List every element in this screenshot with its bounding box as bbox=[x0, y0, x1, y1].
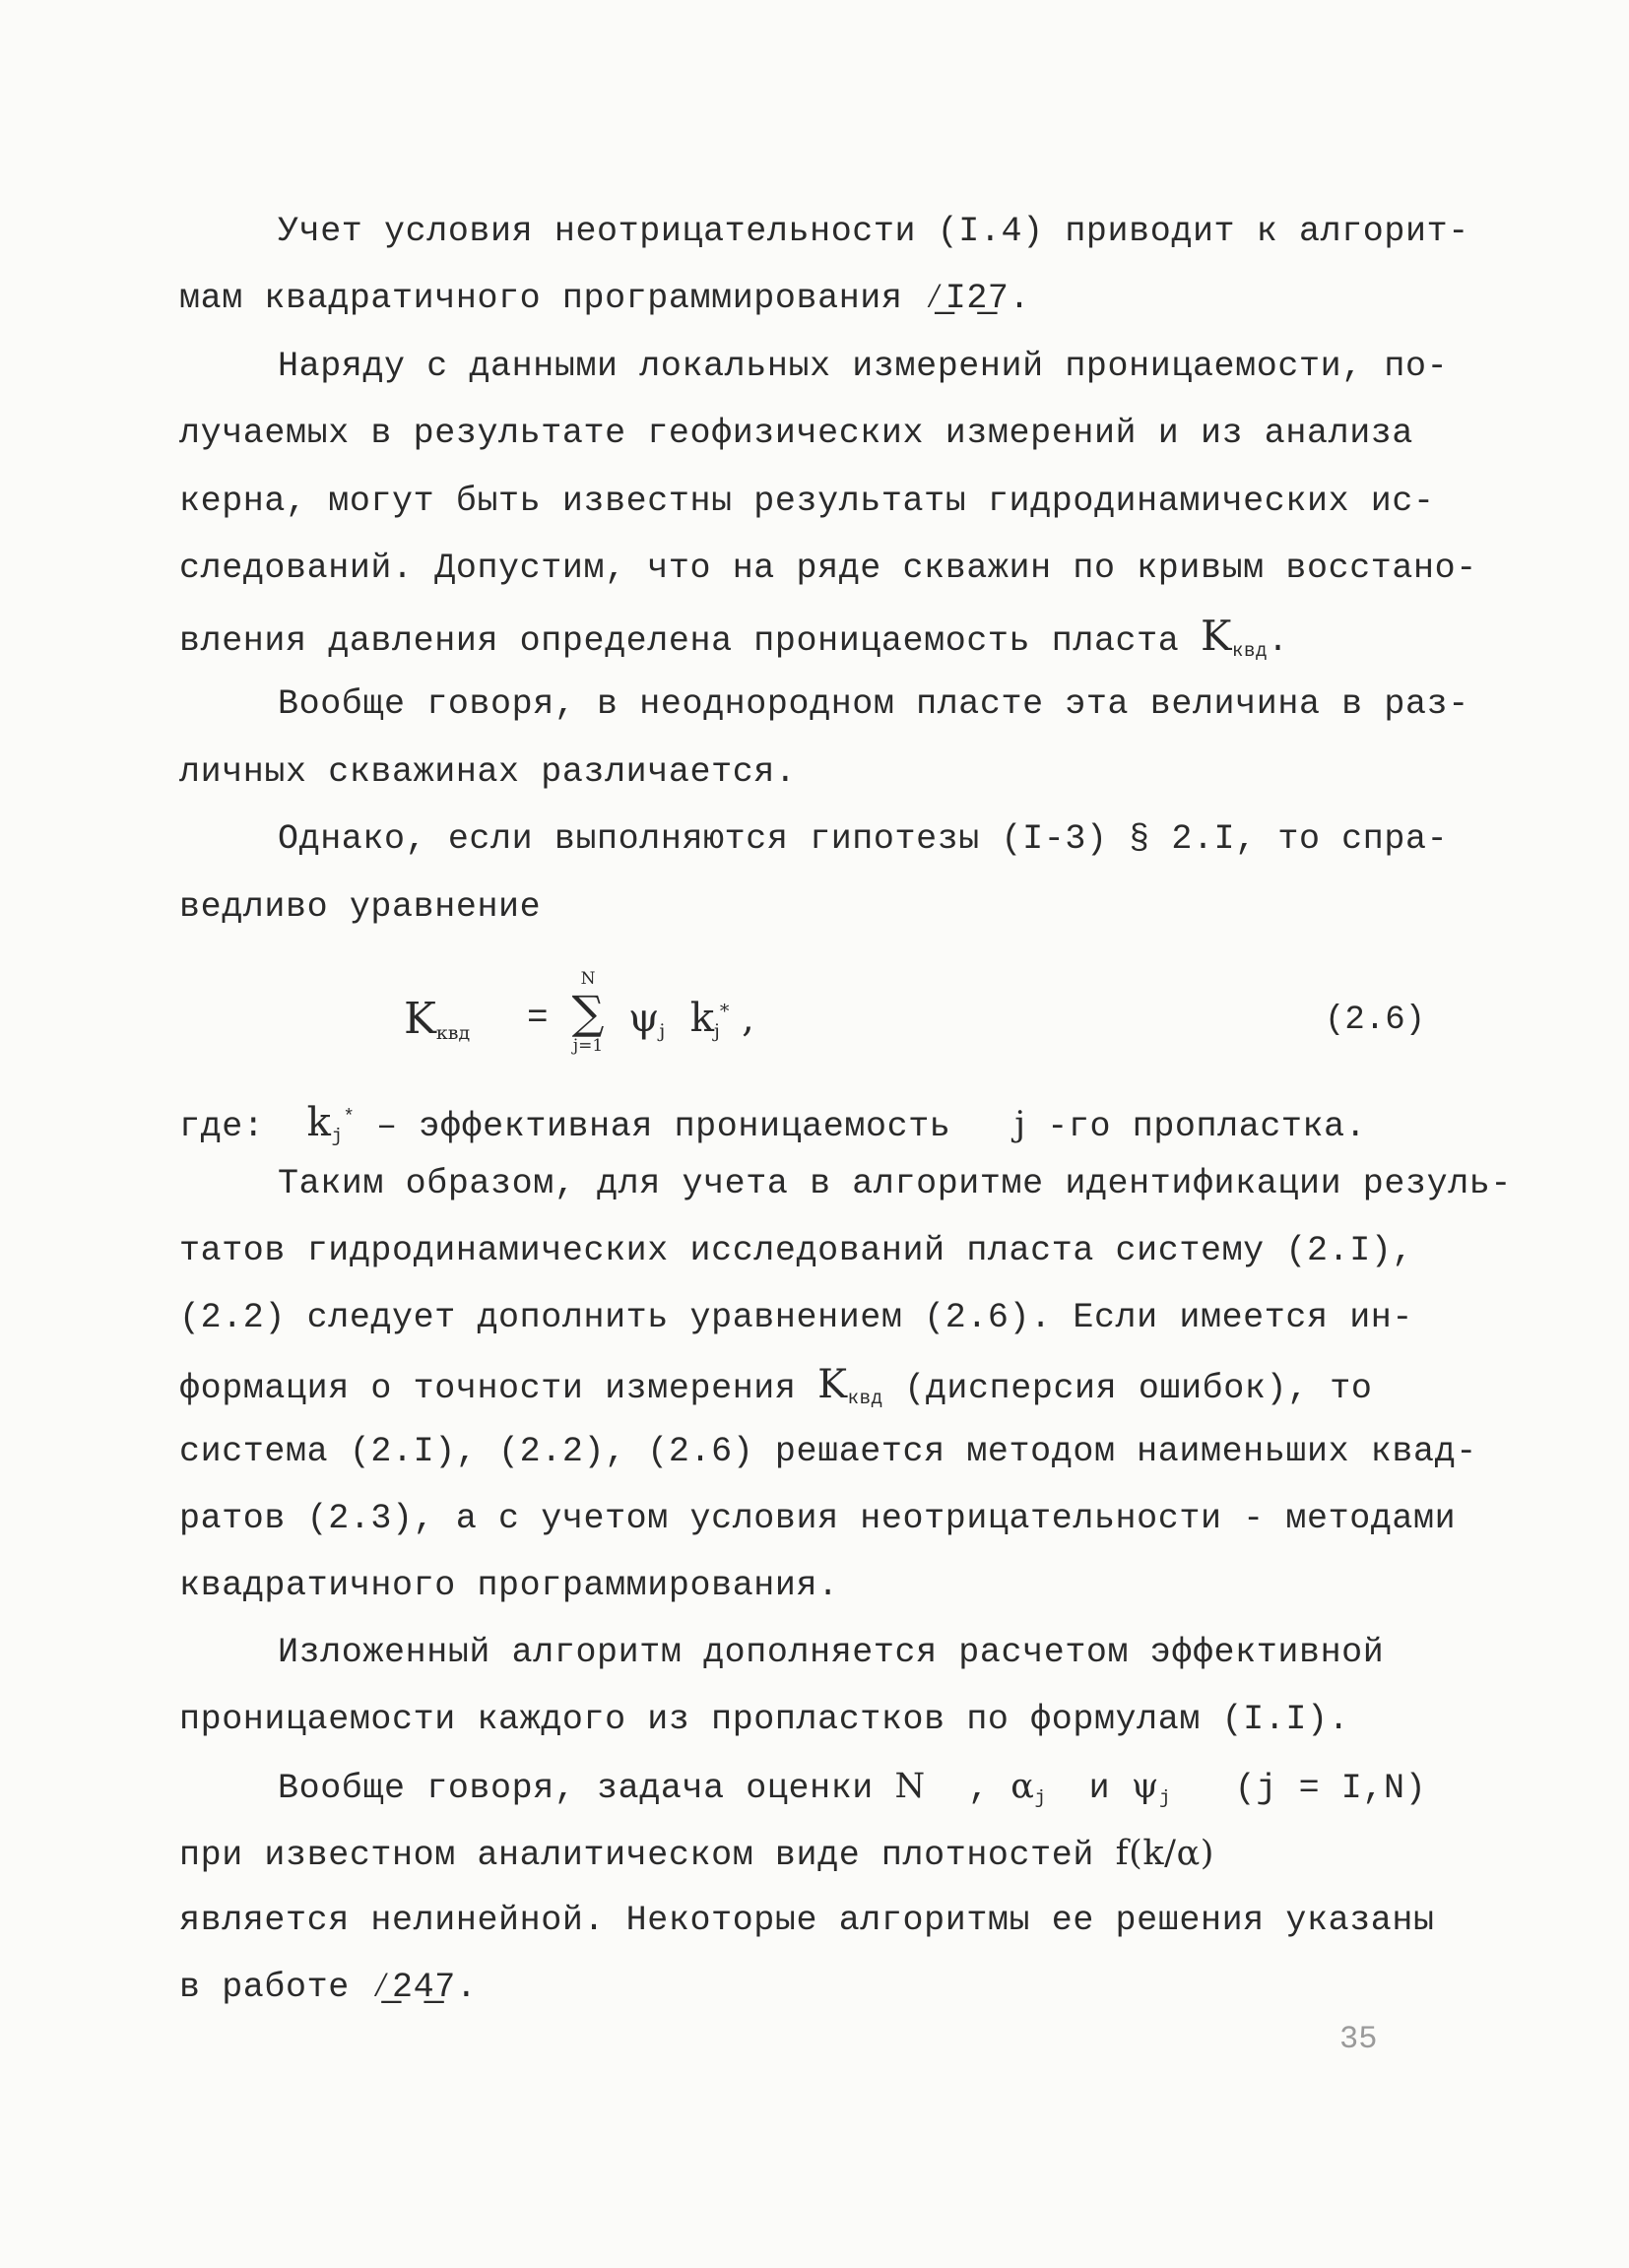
formula-lhs: $K_{квд}$ bbox=[404, 994, 471, 1044]
k-kvd-subscript: квд bbox=[1231, 640, 1268, 662]
text-line: лучаемых в результате геофизических измерений и из анализа bbox=[179, 414, 1413, 453]
text-line: вления давления определена проницаемость пласта $K_{квд}$. bbox=[179, 612, 1289, 662]
text-line: керна, могут быть известны результаты гидродинамических ис- bbox=[179, 482, 1435, 521]
text-line: квадратичного программирования. bbox=[179, 1566, 839, 1605]
text-line: (2.2) следует дополнить уравнением (2.6). Если имеется ин- bbox=[179, 1298, 1413, 1337]
page-number: 35 bbox=[1339, 2021, 1378, 2057]
text-line: формация о точности измерения $K_{квд}$ (дисперсия ошибок), то bbox=[179, 1362, 1373, 1409]
text-line: в работе ⁄̲24̲7. bbox=[179, 1968, 478, 2007]
text-line: ведливо уравнение bbox=[179, 887, 542, 927]
text-line: Вообще говоря, задача оценки N , $\alpha_j$ и $\psi_j$ (j = I,N) bbox=[278, 1767, 1427, 1809]
text-line: татов гидродинамических исследований пласта систему (2.I), bbox=[179, 1231, 1413, 1270]
text-line: личных скважинах различается. bbox=[179, 752, 797, 792]
text-line: система (2.I), (2.2), (2.6) решается методом наименьших квад- bbox=[179, 1432, 1477, 1471]
text-line: Таким образом, для учета в алгоритме идентификации резуль- bbox=[278, 1164, 1512, 1203]
text-line: следований. Допустим, что на ряде скважин по кривым восстано- bbox=[179, 549, 1477, 588]
sum-operator: N ∑ j=1 bbox=[571, 969, 605, 1056]
text-line: является нелинейной. Некоторые алгоритмы ее решения указаны bbox=[179, 1901, 1435, 1940]
text-line: Изложенный алгоритм дополняется расчетом эффективной bbox=[278, 1633, 1385, 1672]
text-line: Однако, если выполняются гипотезы (I-3) § 2.I, то спра- bbox=[278, 819, 1449, 859]
formula-equals: = bbox=[527, 998, 549, 1038]
equation-2-6 bbox=[404, 960, 1428, 1078]
text-line: где: $k_j^*$ – эффективная проницаемость j -го пропластка. bbox=[179, 1100, 1367, 1147]
text-line: мам квадратичного программирования ⁄̲I2̲7. bbox=[179, 279, 1031, 318]
text-line: ратов (2.3), а с учетом условия неотрицательности - методами bbox=[179, 1499, 1457, 1538]
text-line: проницаемости каждого из пропластков по формулам (I.I). bbox=[179, 1700, 1350, 1739]
text-line: при известном аналитическом виде плотностей f(k/α) bbox=[179, 1834, 1215, 1875]
equation-number: (2.6) bbox=[1325, 1002, 1426, 1039]
text-line: Вообще говоря, в неоднородном пласте эта величина в раз- bbox=[278, 684, 1469, 724]
k-kvd-symbol: K bbox=[1200, 612, 1232, 660]
formula-rhs: $\psi_j$ $k_j^*$ , bbox=[628, 996, 754, 1042]
text-segment: вления давления определена проницаемость пласта bbox=[179, 621, 1180, 661]
text-line: Учет условия неотрицательности (I.4) приводит к алгорит- bbox=[278, 212, 1469, 251]
text-line: Наряду с данными локальных измерений проницаемости, по- bbox=[278, 347, 1449, 386]
